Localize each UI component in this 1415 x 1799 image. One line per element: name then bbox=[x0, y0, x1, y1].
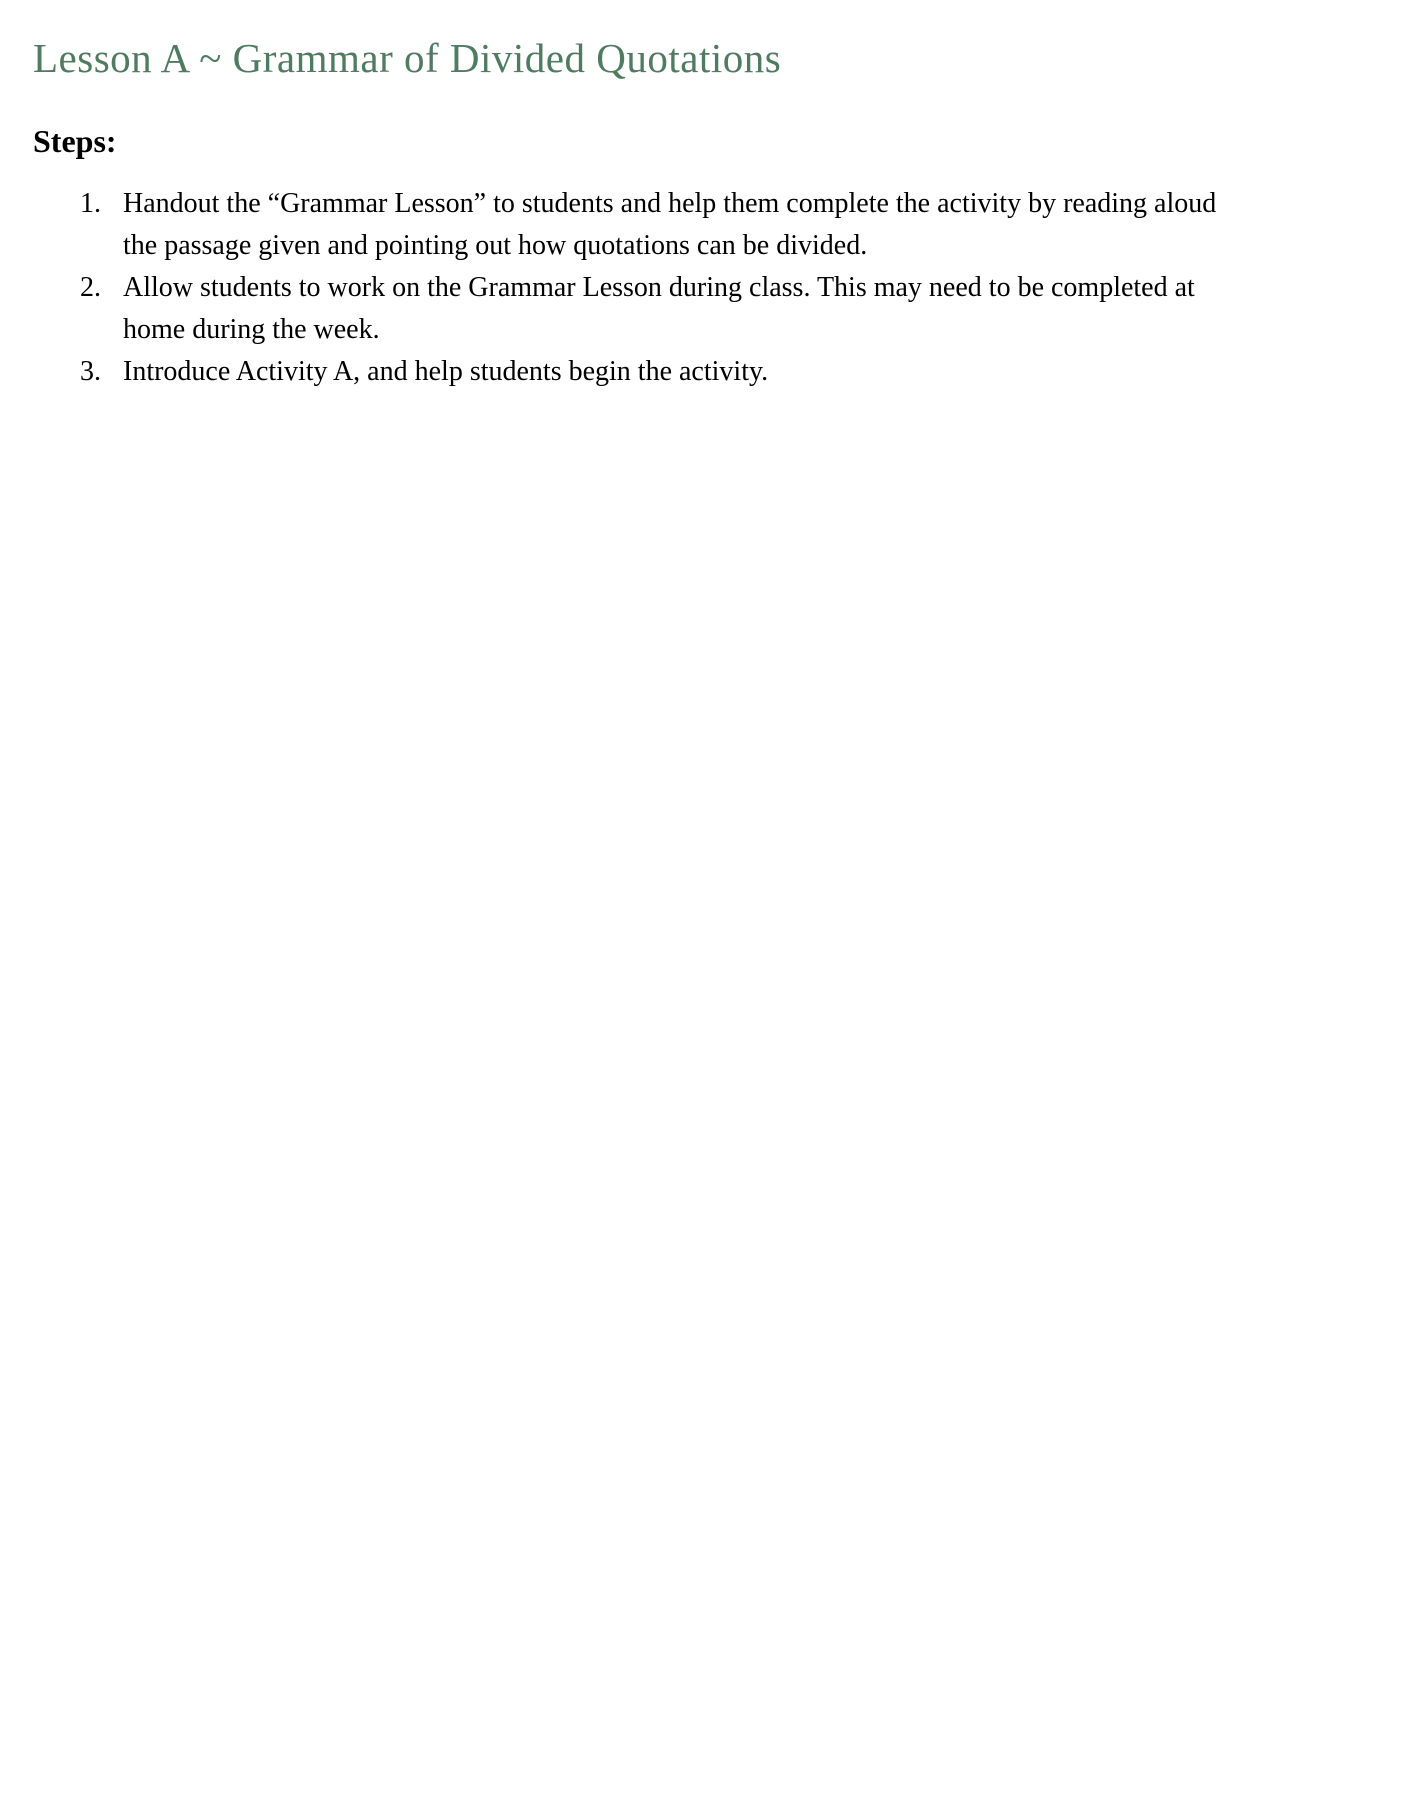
step-item-1 bbox=[80, 183, 1375, 267]
step-item-2 bbox=[80, 267, 1375, 351]
step-item-3 bbox=[80, 351, 1375, 393]
steps-heading: Steps: bbox=[33, 123, 117, 160]
step-number: 3. bbox=[80, 355, 101, 387]
step-number: 1. bbox=[80, 187, 101, 219]
step-number: 2. bbox=[80, 271, 101, 303]
step-text: Handout the “Grammar Lesson” to students and help them complete the activity by reading aloud the passage given and pointing out how quotations can be divided. bbox=[123, 187, 1217, 261]
step-text: Introduce Activity A, and help students begin the activity. bbox=[123, 355, 769, 387]
lesson-title: Lesson A ~ Grammar of Divided Quotations bbox=[33, 35, 782, 81]
steps-list bbox=[80, 183, 1375, 393]
step-text: Allow students to work on the Grammar Lesson during class. This may need to be completed at home during the week. bbox=[123, 271, 1195, 345]
